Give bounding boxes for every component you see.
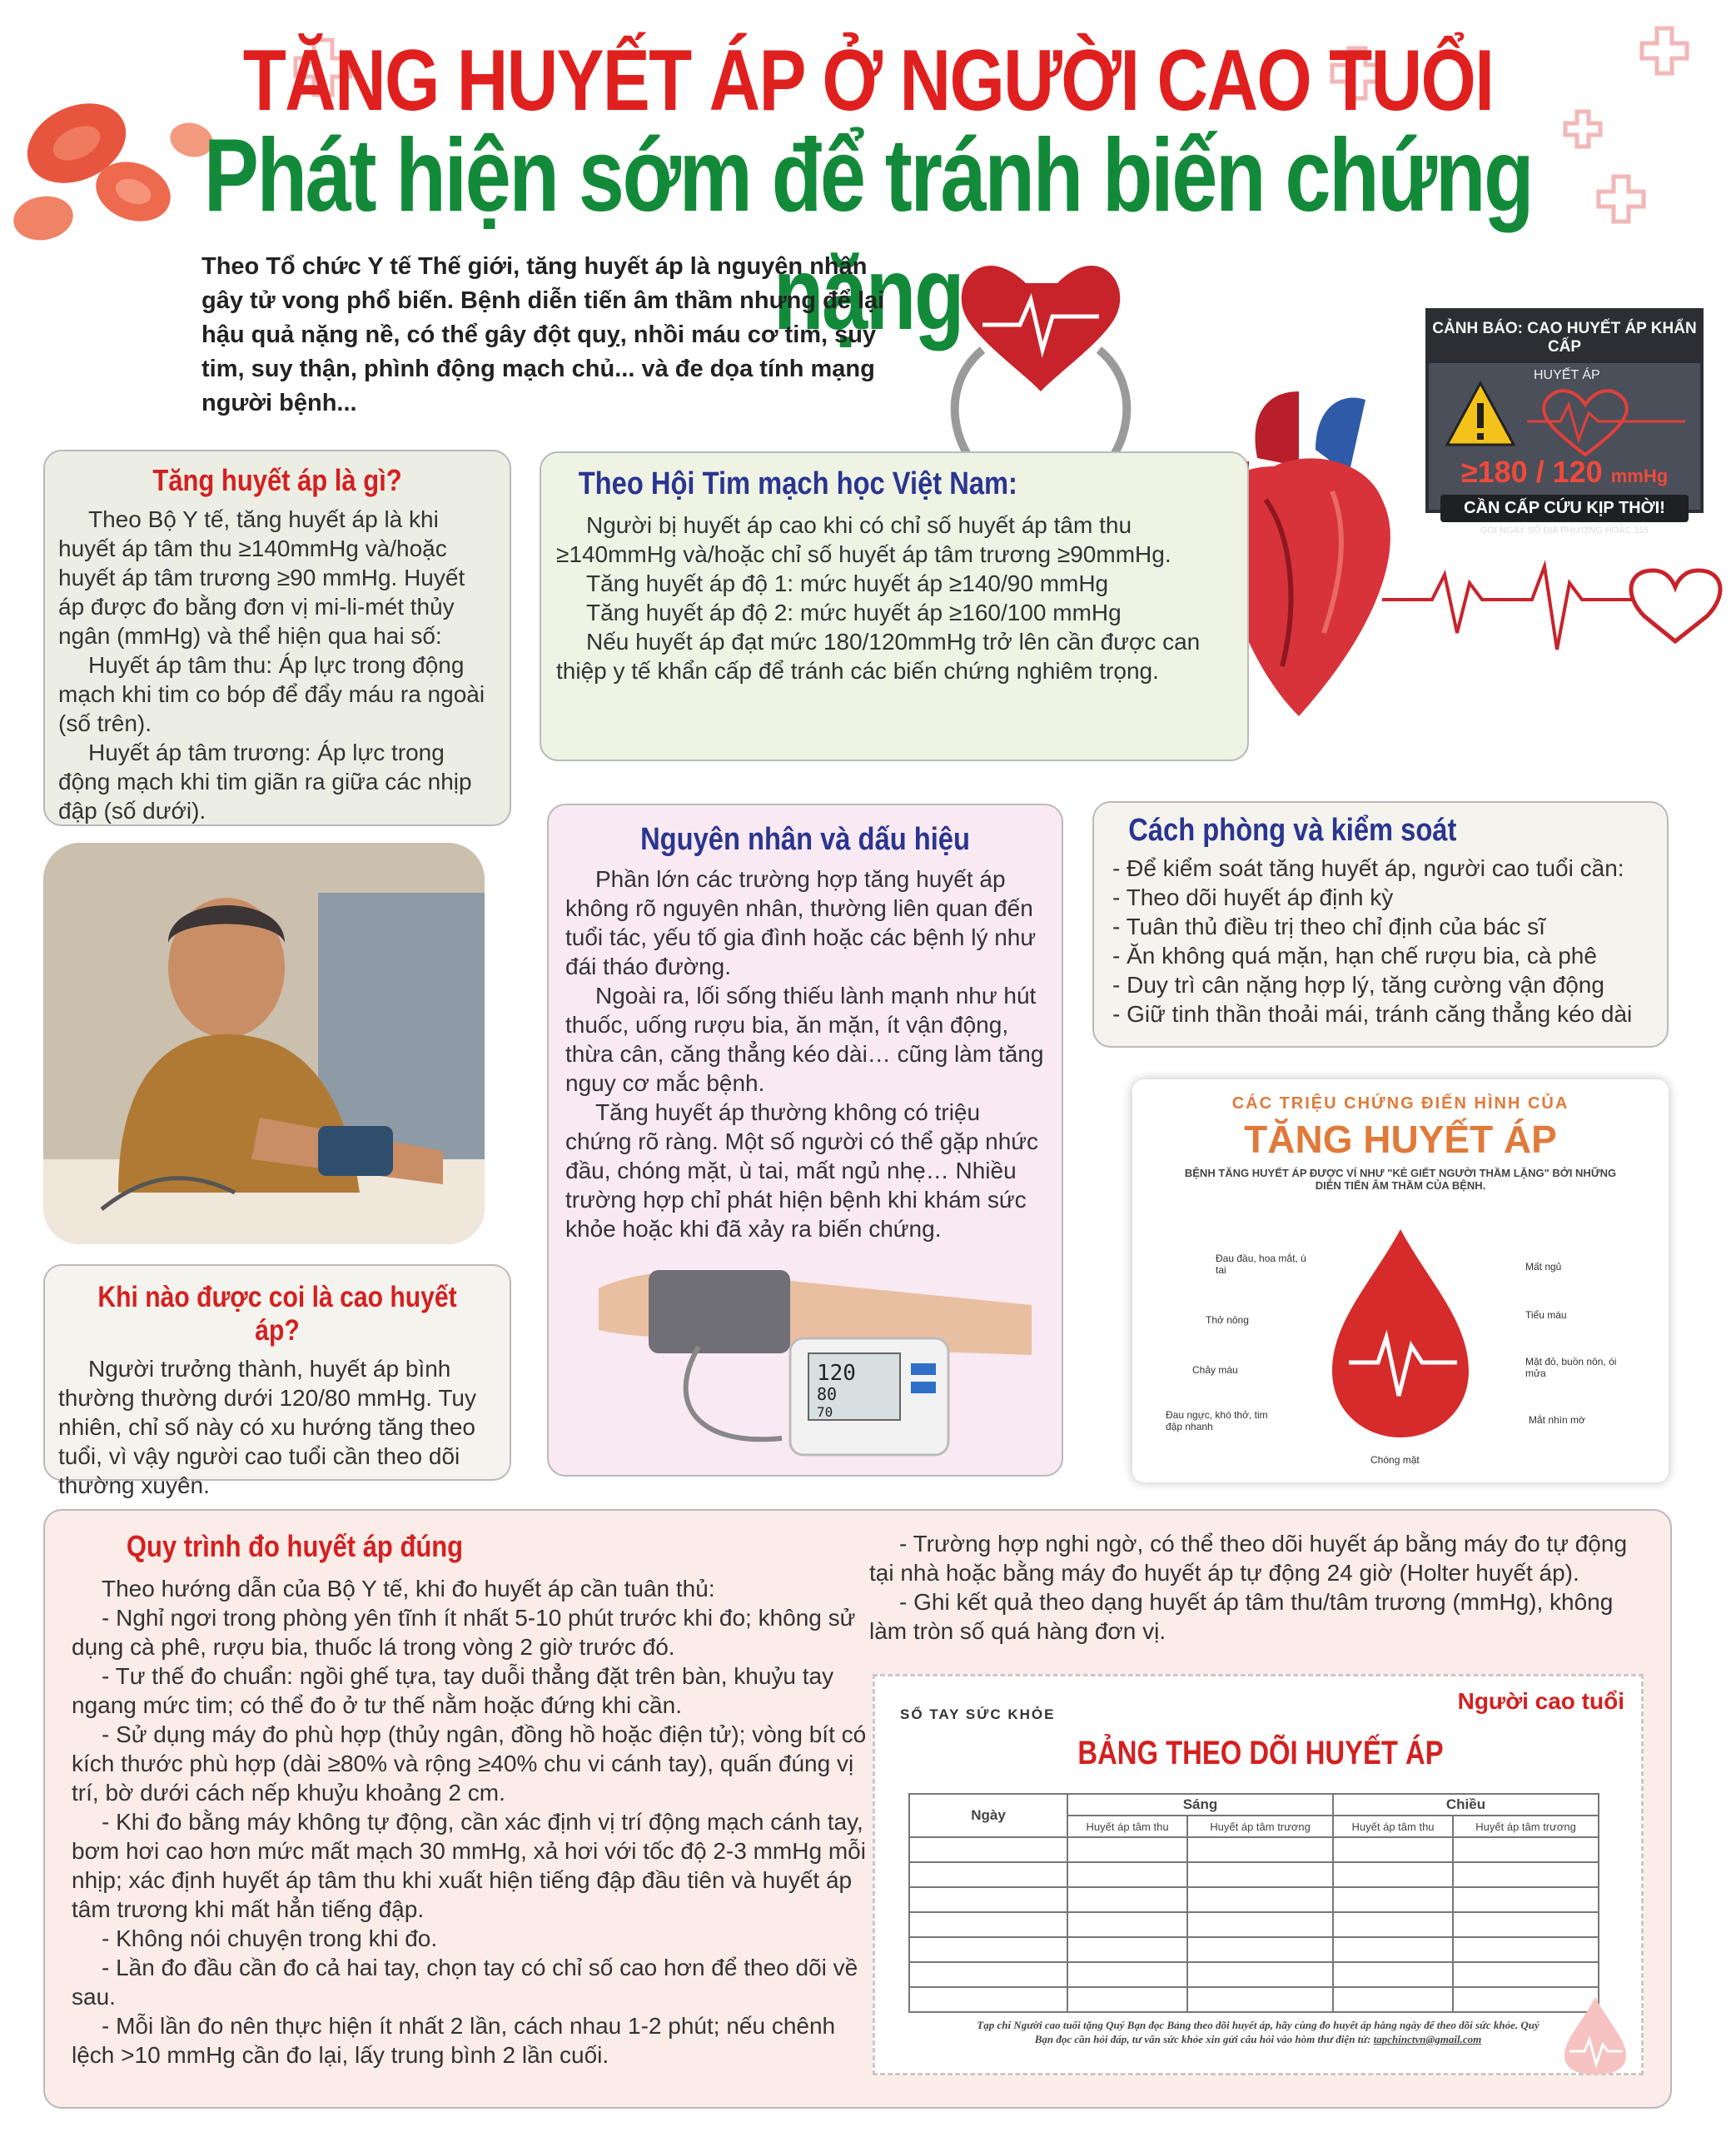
ecg-line-icon — [1382, 566, 1632, 650]
col-dia: Huyết áp tâm trương — [1187, 1816, 1333, 1837]
warning-triangle-icon — [1444, 371, 1694, 463]
list-item: - Ăn không quá mặn, hạn chế rượu bia, cà phê — [1112, 943, 1597, 969]
list-item: - Tuân thủ điều trị theo chỉ định của bác sĩ — [1112, 914, 1545, 939]
tracking-footer: Tạp chí Người cao tuổi tặng Quý Bạn đọc Bảng theo dõi huyết áp, hãy cùng đo huyết áp hằng ngày để theo dõi sức khỏe. Quý Bạn đọc cần hỏi đáp, tư vấn sức khỏe xin gửi câu hỏi vào hòm thư điện tử: — [977, 2019, 1540, 2045]
table-row — [909, 1887, 1599, 1912]
col-sys: Huyết áp tâm thu — [1333, 1816, 1453, 1837]
table-row — [909, 1862, 1599, 1887]
main-subtitle: Phát hiện sớm để tránh biến chứng nặng — [203, 118, 1533, 351]
tracking-kicker: SỔ TAY SỨC KHỎE — [900, 1706, 1056, 1722]
emergency-warning-sign — [1425, 308, 1704, 535]
box-what-is-hypertension — [43, 450, 511, 826]
paragraph: Theo hướng dẫn của Bộ Y tế, khi đo huyết áp cần tuân thủ: — [102, 1576, 715, 1601]
box-vietnam-cardiology — [540, 451, 1249, 761]
warning-sign-header: CẢNH BÁO: CAO HUYẾT ÁP KHẨN CẤP — [1429, 311, 1700, 363]
blood-drop-logo-icon — [1558, 1993, 1633, 2076]
paragraph: Tăng huyết áp độ 2: mức huyết áp ≥160/100 mmHg — [586, 600, 1122, 625]
symptoms-note: BỆNH TĂNG HUYẾT ÁP ĐƯỢC VÍ NHƯ "KẺ GIẾT NGƯỜI THẦM LẶNG" BỞI NHỮNG DIỄN TIẾN ÂM THẦM CỦA BỆNH. — [1184, 1167, 1617, 1192]
symptom-label: Mắt nhìn mờ — [1529, 1414, 1585, 1426]
warning-sign-action: CẦN CẤP CỨU KỊP THỜI! — [1440, 495, 1689, 522]
warning-sign-value: ≥180 / 120 — [1460, 455, 1603, 489]
symptom-label: Mất ngủ — [1525, 1261, 1562, 1273]
elderly-man-measuring-photo — [43, 843, 485, 1244]
paragraph: - Nghỉ ngơi trong phòng yên tĩnh ít nhất 5-10 phút trước khi đo; không sử dụng cà phê, rượu bia, thuốc lá trong vòng 2 giờ trước đó. — [72, 1605, 856, 1660]
elderly-man-illustration — [43, 843, 485, 1244]
warning-sign-label: HUYẾT ÁP — [1534, 368, 1600, 382]
symptom-label: Mặt đỏ, buồn nôn, ói mửa — [1525, 1356, 1617, 1379]
paragraph: Phần lớn các trường hợp tăng huyết áp không rõ nguyên nhân, thường liên quan đến tuổi tác, yếu tố gia đình hoặc các bệnh lý như đái tháo đường. — [565, 866, 1037, 979]
warning-sign-unit: mmHg — [1610, 466, 1669, 486]
box-title: Theo Hội Tim mạch học Việt Nam: — [578, 466, 1017, 501]
box-title: Nguyên nhân và dấu hiệu — [640, 822, 970, 857]
paragraph: - Sử dụng máy đo phù hợp (thủy ngân, đồng hồ hoặc điện tử); vòng bít có kích thước phù hợp (dài ≥80% và rộng ≥40% chu vi cánh tay), quấn đúng vị trí, bờ dưới cách nếp khuỷu khoảng 2 cm. — [72, 1721, 867, 1806]
paragraph: - Lần đo đầu cần đo cả hai tay, chọn tay có chỉ số cao hơn để theo dõi về sau. — [72, 1955, 858, 2010]
table-row — [909, 1962, 1599, 1987]
symptom-label: Thở nông — [1206, 1314, 1249, 1326]
box-title: Tăng huyết áp là gì? — [152, 463, 402, 497]
table-row — [909, 1912, 1599, 1937]
box-causes-symptoms — [547, 804, 1063, 1477]
col-dia: Huyết áp tâm trương — [1453, 1816, 1599, 1837]
col-morning: Sáng — [1067, 1794, 1333, 1816]
blood-pressure-monitor-icon — [599, 1255, 1048, 1463]
list-item: - Theo dõi huyết áp định kỳ — [1112, 884, 1394, 910]
tracking-brand: Người cao tuổi — [1457, 1688, 1624, 1714]
main-title: TĂNG HUYẾT ÁP Ở NGƯỜI CAO TUỔI — [242, 32, 1494, 129]
symptom-label: Đau đầu, hoa mắt, ù tai — [1216, 1253, 1306, 1276]
monitor-reading-bot: 70 — [817, 1404, 833, 1420]
heart-outline-icon — [1631, 570, 1720, 641]
warning-sign-footer: GỌI NGAY SỐ ĐỊA PHƯƠNG HOẶC 115 — [1480, 526, 1649, 535]
tracking-title: BẢNG THEO DÕI HUYẾT ÁP — [1077, 1735, 1444, 1771]
col-sys: Huyết áp tâm thu — [1067, 1816, 1187, 1837]
paragraph: Tăng huyết áp thường không có triệu chứng rõ ràng. Một số người có thể gặp nhức đầu, chóng mặt, ù tai, mất ngủ nhẹ… Nhiều trường hợp chỉ phát hiện bệnh khi khám sức khỏe hoặc khi đã xảy ra biến chứng. — [565, 1099, 1039, 1242]
paragraph: Tăng huyết áp độ 1: mức huyết áp ≥140/90 mmHg — [586, 570, 1109, 596]
box-title: Khi nào được coi là cao huyết áp? — [97, 1281, 457, 1347]
box-title: Quy trình đo huyết áp đúng — [126, 1529, 464, 1563]
paragraph: Nếu huyết áp đạt mức 180/120mmHg trở lên cần được can thiệp y tế khẩn cấp để tránh các biến chứng nghiêm trọng. — [556, 629, 1201, 684]
paragraph: Huyết áp tâm thu: Áp lực trong động mạch khi tim co bóp để đẩy máu ra ngoài (số trên). — [58, 652, 485, 736]
paragraph: - Tư thế đo chuẩn: ngồi ghế tựa, tay duỗi thẳng đặt trên bàn, khuỷu tay ngang mức tim; có thể đo ở tư thế nằm hoặc đứng khi cần. — [72, 1663, 834, 1718]
col-afternoon: Chiều — [1333, 1794, 1599, 1816]
paragraph: - Mỗi lần đo nên thực hiện ít nhất 2 lần, cách nhau 1-2 phút; nếu chênh lệch >10 mmHg cần đo lại, lấy trung bình 2 lần cuối. — [72, 2013, 836, 2068]
bp-tracking-sheet — [873, 1674, 1644, 2075]
box-when-high-bp — [43, 1264, 511, 1498]
list-item: - Để kiểm soát tăng huyết áp, người cao tuổi cần: — [1112, 855, 1624, 881]
paragraph: Người bị huyết áp cao khi có chỉ số huyết áp tâm thu ≥140mmHg và/hoặc chỉ số huyết áp tâm trương ≥90mmHg. — [556, 512, 1171, 567]
table-row — [909, 1937, 1599, 1962]
paragraph: Người trưởng thành, huyết áp bình thường thường dưới 120/80 mmHg. Tuy nhiên, chỉ số này có xu hướng tăng theo tuổi, vì vậy người cao tuổi cần theo dõi thường xuyên. — [58, 1356, 476, 1498]
list-item: - Duy trì cân nặng hợp lý, tăng cường vận động — [1112, 972, 1604, 998]
symptoms-infographic — [1132, 1079, 1669, 1482]
box-title: Cách phòng và kiểm soát — [1128, 813, 1457, 848]
paragraph: - Khi đo bằng máy không tự động, cần xác định vị trí động mạch cánh tay, bơm hơi cao hơn mức mất mạch 30 mmHg, xả hơi với tốc độ 2-3 mmHg mỗi nhịp; xác định huyết áp tâm thu khi xuất hiện tiếng đập đầu tiên và huyết áp tâm trương khi mất hẳn tiếng đập. — [72, 1809, 866, 1922]
paragraph: - Không nói chuyện trong khi đo. — [102, 1925, 438, 1951]
tracking-email[interactable]: tapchinctvn@gmail.com — [1373, 2033, 1482, 2045]
symptom-label: Đau ngực, khó thở, tim đập nhanh — [1166, 1409, 1268, 1432]
box-prevention-control — [1092, 801, 1669, 1048]
monitor-reading-top: 120 — [817, 1361, 856, 1386]
paragraph: - Trường hợp nghi ngờ, có thể theo dõi huyết áp bằng máy đo tự động tại nhà hoặc bằng máy đo huyết áp tự động 24 giờ (Holter huyết áp). — [869, 1531, 1628, 1586]
symptoms-subtitle: CÁC TRIỆU CHỨNG ĐIỂN HÌNH CỦA — [1231, 1094, 1569, 1113]
table-row — [909, 1987, 1599, 2012]
table-row — [909, 1837, 1599, 1862]
symptom-label: Tiểu máu — [1525, 1309, 1567, 1321]
tracking-table — [908, 1793, 1599, 2013]
symptoms-title: TĂNG HUYẾT ÁP — [1244, 1118, 1557, 1161]
paragraph: - Ghi kết quả theo dạng huyết áp tâm thu/tâm trương (mmHg), không làm tròn số quá hàng đơn vị. — [869, 1589, 1614, 1644]
symptom-label: Chảy máu — [1192, 1364, 1238, 1376]
paragraph: Theo Bộ Y tế, tăng huyết áp là khi huyết áp tâm thu ≥140mmHg và/hoặc huyết áp tâm trương ≥90 mmHg. Huyết áp được đo bằng đơn vị mi-li-mét thủy ngân (mmHg) và thể hiện qua hai số: — [58, 506, 465, 649]
paragraph: Huyết áp tâm trương: Áp lực trong động mạch khi tim giãn ra giữa các nhịp đập (số dưới). — [58, 740, 472, 824]
col-date: Ngày — [909, 1794, 1067, 1837]
monitor-reading-mid: 80 — [817, 1384, 838, 1404]
list-item: - Giữ tinh thần thoải mái, tránh căng thẳng kéo dài — [1112, 1001, 1633, 1027]
paragraph: Ngoài ra, lối sống thiếu lành mạnh như hút thuốc, uống rượu bia, ăn mặn, ít vận động, thừa cân, căng thẳng kéo dài… cũng làm tăng nguy cơ mắc bệnh. — [565, 983, 1044, 1096]
symptom-label: Chóng mặt — [1370, 1454, 1420, 1466]
intro-paragraph: Theo Tổ chức Y tế Thế giới, tăng huyết áp là nguyên nhân gây tử vong phổ biến. Bệnh diễn tiến âm thầm nhưng để lại hậu quả nặng nề, có thể gây đột quỵ, nhồi máu cơ tim, suy tim, suy thận, phình động mạch chủ... và đe dọa tính mạng người bệnh... — [201, 253, 885, 416]
